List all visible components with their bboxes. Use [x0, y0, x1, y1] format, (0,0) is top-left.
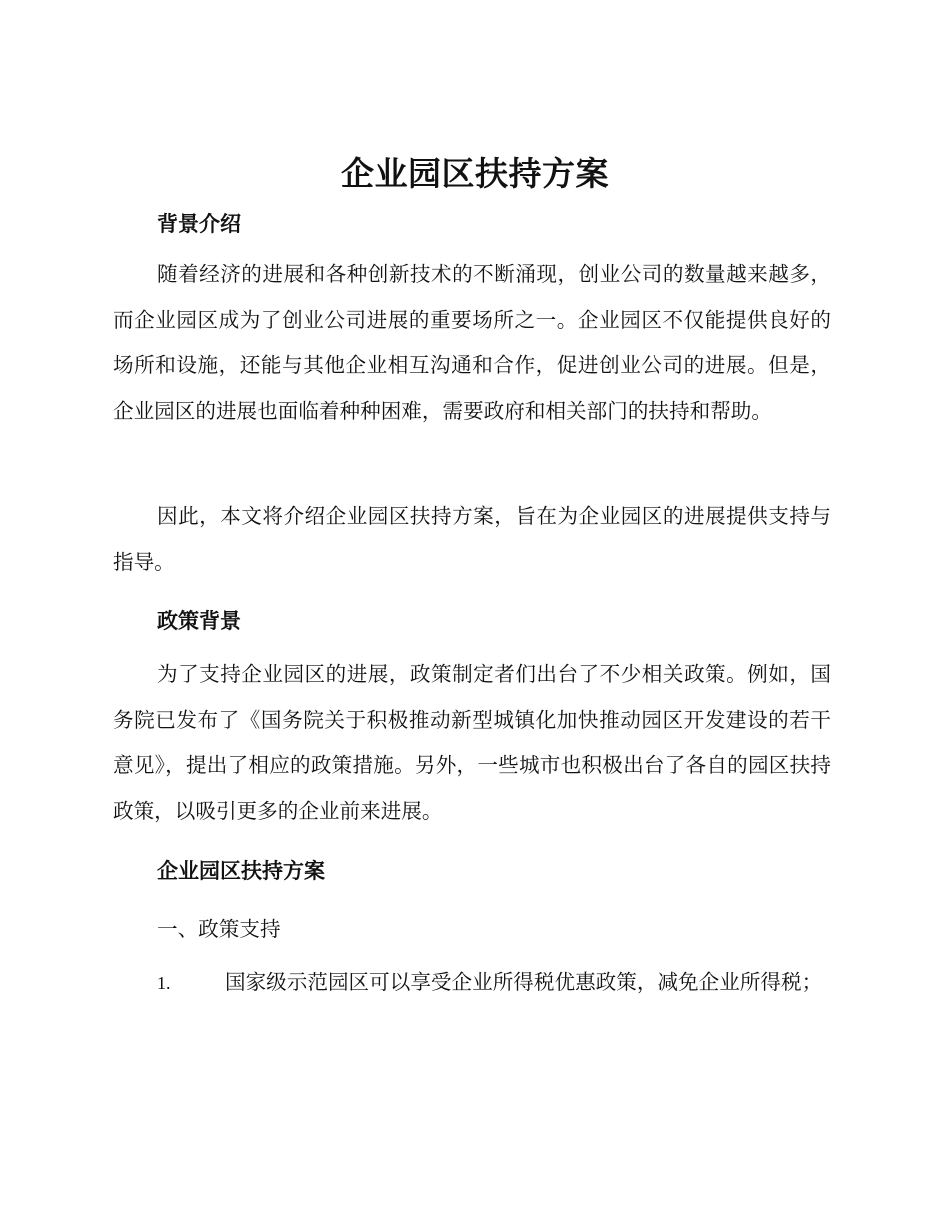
- paragraph-background-intro: 随着经济的进展和各种创新技术的不断涌现，创业公司的数量越来越多，而企业园区成为了创业公司进展的重要场所之一。企业园区不仅能提供良好的场所和设施，还能与其他企业相互沟通和合作，促进创业公司的进展。但是，企业园区的进展也面临着种种困难，需要政府和相关部门的扶持和帮助。: [113, 262, 831, 423]
- section-heading-background: 背景介绍: [157, 212, 241, 236]
- paragraph-policy-background: 为了支持企业园区的进展，政策制定者们出台了不少相关政策。例如，国务院已发布了《国务院关于积极推动新型城镇化加快推动园区开发建设的若干意见》，提出了相应的政策措施。另外，一些城市也积极出台了各自的园区扶持政策，以吸引更多的企业前来进展。: [113, 662, 831, 823]
- list-item: [113, 960, 831, 1007]
- list-item-number: 1.: [157, 973, 171, 993]
- section-heading-plan: 企业园区扶持方案: [157, 859, 325, 883]
- paragraph-background-purpose: 因此，本文将介绍企业园区扶持方案，旨在为企业园区的进展提供支持与指导。: [113, 504, 831, 574]
- subheading-policy-support: 一、政策支持: [157, 917, 281, 941]
- list-item-text: 国家级示范园区可以享受企业所得税优惠政策，减免企业所得税；: [225, 970, 823, 994]
- section-heading-policy: 政策背景: [157, 609, 241, 633]
- document-title: 企业园区扶持方案: [341, 154, 609, 193]
